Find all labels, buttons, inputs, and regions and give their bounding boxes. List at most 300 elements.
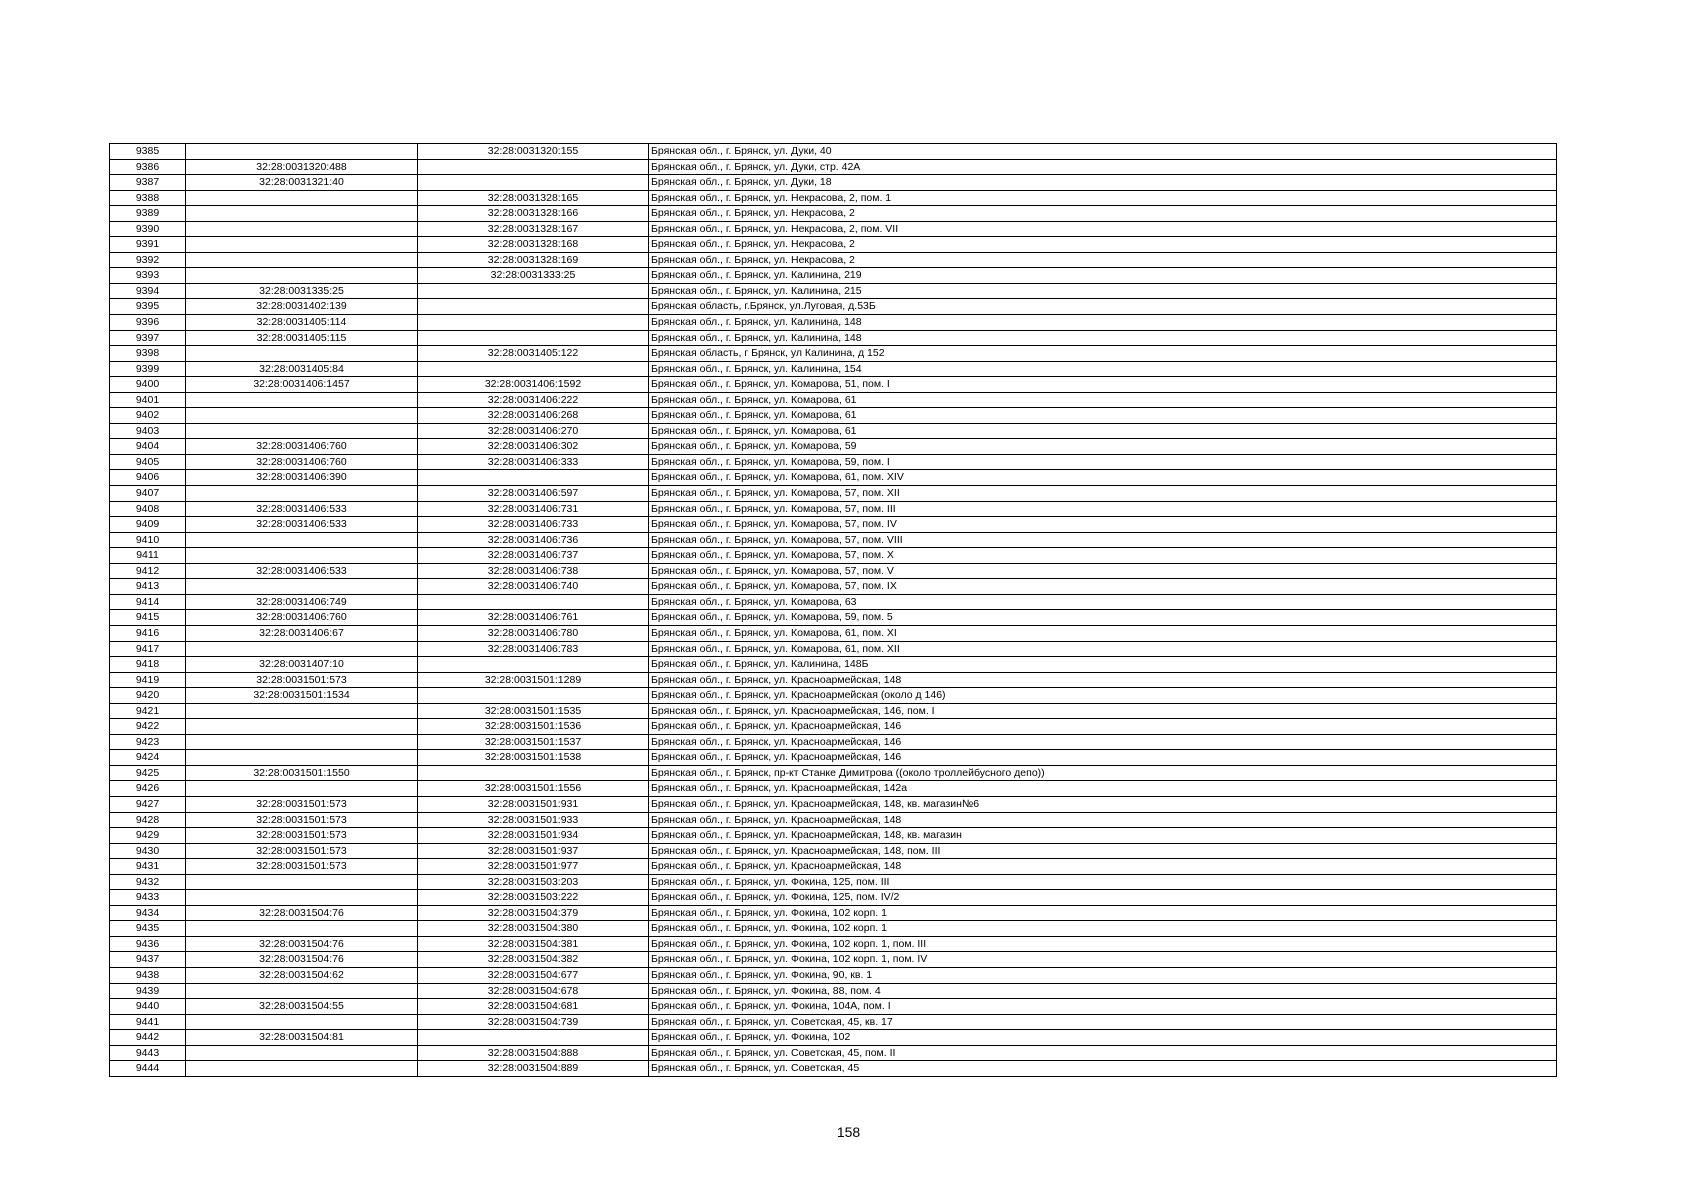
table-row — [110, 283, 1557, 299]
object-cadastral-number-cell: 32:28:0031328:169 — [418, 252, 649, 268]
table-row — [110, 1014, 1557, 1030]
row-number-cell: 9422 — [110, 719, 186, 735]
row-number-cell: 9439 — [110, 983, 186, 999]
object-cadastral-number-cell: 32:28:0031406:761 — [418, 610, 649, 626]
table-row — [110, 890, 1557, 906]
cadastral-number-cell: 32:28:0031406:390 — [186, 470, 418, 486]
object-cadastral-number-cell — [418, 175, 649, 191]
table-row — [110, 439, 1557, 455]
address-cell: Брянская обл., г. Брянск, ул. Советская, 45, кв. 17 — [649, 1014, 1557, 1030]
object-cadastral-number-cell: 32:28:0031406:737 — [418, 548, 649, 564]
cadastral-number-cell — [186, 206, 418, 222]
object-cadastral-number-cell: 32:28:0031501:1537 — [418, 734, 649, 750]
row-number-cell: 9404 — [110, 439, 186, 455]
row-number-cell: 9428 — [110, 812, 186, 828]
object-cadastral-number-cell: 32:28:0031504:379 — [418, 905, 649, 921]
object-cadastral-number-cell: 32:28:0031406:1592 — [418, 377, 649, 393]
row-number-cell: 9399 — [110, 361, 186, 377]
cadastral-number-cell: 32:28:0031501:573 — [186, 843, 418, 859]
object-cadastral-number-cell: 32:28:0031504:889 — [418, 1061, 649, 1077]
table-row — [110, 688, 1557, 704]
row-number-cell: 9401 — [110, 392, 186, 408]
address-cell: Брянская обл., г. Брянск, ул. Фокина, 102 — [649, 1030, 1557, 1046]
cadastral-number-cell — [186, 703, 418, 719]
cadastral-number-cell: 32:28:0031406:67 — [186, 625, 418, 641]
cadastral-number-cell: 32:28:0031406:1457 — [186, 377, 418, 393]
object-cadastral-number-cell: 32:28:0031501:1535 — [418, 703, 649, 719]
row-number-cell: 9387 — [110, 175, 186, 191]
cadastral-number-cell: 32:28:0031405:84 — [186, 361, 418, 377]
cadastral-number-cell: 32:28:0031504:76 — [186, 936, 418, 952]
address-cell: Брянская обл., г. Брянск, ул. Некрасова, 2 — [649, 206, 1557, 222]
cadastral-number-cell — [186, 237, 418, 253]
address-cell: Брянская обл., г. Брянск, ул. Фокина, 102 корп. 1 — [649, 905, 1557, 921]
row-number-cell: 9415 — [110, 610, 186, 626]
cadastral-number-cell — [186, 579, 418, 595]
row-number-cell: 9429 — [110, 828, 186, 844]
object-cadastral-number-cell: 32:28:0031501:1538 — [418, 750, 649, 766]
object-cadastral-number-cell: 32:28:0031328:165 — [418, 190, 649, 206]
object-cadastral-number-cell: 32:28:0031504:681 — [418, 999, 649, 1015]
address-cell: Брянская обл., г. Брянск, ул. Комарова, 61 — [649, 392, 1557, 408]
address-cell: Брянская обл., г. Брянск, ул. Фокина, 125, пом. III — [649, 874, 1557, 890]
object-cadastral-number-cell: 32:28:0031504:380 — [418, 921, 649, 937]
table-row — [110, 781, 1557, 797]
table-row — [110, 517, 1557, 533]
cadastral-number-cell — [186, 1061, 418, 1077]
table-row — [110, 874, 1557, 890]
table-row — [110, 1030, 1557, 1046]
address-cell: Брянская обл., г. Брянск, ул. Комарова, 61, пом. XIV — [649, 470, 1557, 486]
table-row — [110, 299, 1557, 315]
cadastral-number-cell: 32:28:0031407:10 — [186, 657, 418, 673]
page-number: 158 — [836, 1124, 861, 1140]
address-cell: Брянская обл., г. Брянск, ул. Советская, 45 — [649, 1061, 1557, 1077]
object-cadastral-number-cell: 32:28:0031501:937 — [418, 843, 649, 859]
cadastral-number-cell: 32:28:0031406:533 — [186, 563, 418, 579]
address-cell: Брянская обл., г. Брянск, ул. Красноармейская (около д 146) — [649, 688, 1557, 704]
address-cell: Брянская обл., г. Брянск, ул. Комарова, 57, пом. VIII — [649, 532, 1557, 548]
row-number-cell: 9425 — [110, 765, 186, 781]
address-cell: Брянская обл., г. Брянск, ул. Комарова, 57, пом. V — [649, 563, 1557, 579]
address-cell: Брянская область, г.Брянск, ул.Луговая, д.53Б — [649, 299, 1557, 315]
object-cadastral-number-cell: 32:28:0031406:783 — [418, 641, 649, 657]
table-row — [110, 221, 1557, 237]
table-row — [110, 159, 1557, 175]
data-table — [109, 143, 1557, 1077]
row-number-cell: 9411 — [110, 548, 186, 564]
row-number-cell: 9395 — [110, 299, 186, 315]
table-row — [110, 719, 1557, 735]
row-number-cell: 9407 — [110, 486, 186, 502]
row-number-cell: 9398 — [110, 346, 186, 362]
row-number-cell: 9440 — [110, 999, 186, 1015]
address-cell: Брянская обл., г. Брянск, ул. Фокина, 90, кв. 1 — [649, 967, 1557, 983]
row-number-cell: 9389 — [110, 206, 186, 222]
address-cell: Брянская обл., г. Брянск, ул. Фокина, 104А, пом. I — [649, 999, 1557, 1015]
cadastral-number-cell — [186, 641, 418, 657]
cadastral-number-cell — [186, 408, 418, 424]
address-cell: Брянская обл., г. Брянск, ул. Комарова, 57, пом. IV — [649, 517, 1557, 533]
address-cell: Брянская обл., г. Брянск, ул. Красноармейская, 148, пом. III — [649, 843, 1557, 859]
address-cell: Брянская обл., г. Брянск, ул. Дуки, стр. 42А — [649, 159, 1557, 175]
cadastral-number-cell — [186, 486, 418, 502]
address-cell: Брянская обл., г. Брянск, ул. Фокина, 125, пом. IV/2 — [649, 890, 1557, 906]
table-row — [110, 610, 1557, 626]
object-cadastral-number-cell: 32:28:0031406:733 — [418, 517, 649, 533]
row-number-cell: 9444 — [110, 1061, 186, 1077]
object-cadastral-number-cell: 32:28:0031406:736 — [418, 532, 649, 548]
table-row — [110, 548, 1557, 564]
table-row — [110, 1061, 1557, 1077]
cadastral-number-cell — [186, 221, 418, 237]
cadastral-number-cell: 32:28:0031402:139 — [186, 299, 418, 315]
object-cadastral-number-cell: 32:28:0031406:731 — [418, 501, 649, 517]
address-cell: Брянская обл., г. Брянск, ул. Комарова, 57, пом. III — [649, 501, 1557, 517]
object-cadastral-number-cell: 32:28:0031503:203 — [418, 874, 649, 890]
table-row — [110, 190, 1557, 206]
row-number-cell: 9414 — [110, 594, 186, 610]
table-row — [110, 750, 1557, 766]
table-row — [110, 796, 1557, 812]
cadastral-number-cell: 32:28:0031405:114 — [186, 315, 418, 331]
object-cadastral-number-cell — [418, 594, 649, 610]
address-cell: Брянская обл., г. Брянск, ул. Красноармейская, 146 — [649, 750, 1557, 766]
object-cadastral-number-cell: 32:28:0031333:25 — [418, 268, 649, 284]
cadastral-number-cell — [186, 548, 418, 564]
row-number-cell: 9419 — [110, 672, 186, 688]
row-number-cell: 9417 — [110, 641, 186, 657]
cadastral-number-cell — [186, 921, 418, 937]
row-number-cell: 9396 — [110, 315, 186, 331]
object-cadastral-number-cell: 32:28:0031406:302 — [418, 439, 649, 455]
row-number-cell: 9410 — [110, 532, 186, 548]
address-cell: Брянская обл., г. Брянск, ул. Комарова, 59, пом. I — [649, 454, 1557, 470]
cadastral-number-cell — [186, 890, 418, 906]
object-cadastral-number-cell — [418, 361, 649, 377]
row-number-cell: 9400 — [110, 377, 186, 393]
object-cadastral-number-cell: 32:28:0031501:931 — [418, 796, 649, 812]
table-row — [110, 315, 1557, 331]
cadastral-number-cell: 32:28:0031406:749 — [186, 594, 418, 610]
table-row — [110, 252, 1557, 268]
row-number-cell: 9420 — [110, 688, 186, 704]
cadastral-number-cell: 32:28:0031406:533 — [186, 517, 418, 533]
object-cadastral-number-cell: 32:28:0031406:268 — [418, 408, 649, 424]
object-cadastral-number-cell: 32:28:0031406:597 — [418, 486, 649, 502]
cadastral-number-cell: 32:28:0031501:573 — [186, 812, 418, 828]
table-row — [110, 936, 1557, 952]
cadastral-number-cell: 32:28:0031320:488 — [186, 159, 418, 175]
object-cadastral-number-cell: 32:28:0031504:381 — [418, 936, 649, 952]
object-cadastral-number-cell: 32:28:0031501:1556 — [418, 781, 649, 797]
table-row — [110, 843, 1557, 859]
object-cadastral-number-cell — [418, 657, 649, 673]
cadastral-number-cell: 32:28:0031335:25 — [186, 283, 418, 299]
address-cell: Брянская обл., г. Брянск, ул. Комарова, 51, пом. I — [649, 377, 1557, 393]
cadastral-number-cell: 32:28:0031501:573 — [186, 796, 418, 812]
row-number-cell: 9442 — [110, 1030, 186, 1046]
cadastral-number-cell: 32:28:0031405:115 — [186, 330, 418, 346]
address-cell: Брянская обл., г. Брянск, ул. Некрасова, 2, пом. 1 — [649, 190, 1557, 206]
object-cadastral-number-cell — [418, 159, 649, 175]
cadastral-number-cell — [186, 268, 418, 284]
table-row — [110, 672, 1557, 688]
address-cell: Брянская обл., г. Брянск, ул. Красноармейская, 146 — [649, 719, 1557, 735]
table-body — [110, 144, 1557, 1077]
address-cell: Брянская обл., г. Брянск, ул. Некрасова, 2 — [649, 237, 1557, 253]
row-number-cell: 9430 — [110, 843, 186, 859]
cadastral-number-cell: 32:28:0031504:55 — [186, 999, 418, 1015]
row-number-cell: 9409 — [110, 517, 186, 533]
object-cadastral-number-cell: 32:28:0031406:740 — [418, 579, 649, 595]
address-cell: Брянская обл., г. Брянск, ул. Дуки, 40 — [649, 144, 1557, 160]
cadastral-number-cell: 32:28:0031406:533 — [186, 501, 418, 517]
object-cadastral-number-cell: 32:28:0031503:222 — [418, 890, 649, 906]
row-number-cell: 9423 — [110, 734, 186, 750]
address-cell: Брянская обл., г. Брянск, ул. Некрасова, 2 — [649, 252, 1557, 268]
object-cadastral-number-cell: 32:28:0031501:934 — [418, 828, 649, 844]
cadastral-number-cell: 32:28:0031504:81 — [186, 1030, 418, 1046]
cadastral-number-cell: 32:28:0031504:76 — [186, 952, 418, 968]
table-row — [110, 859, 1557, 875]
address-cell: Брянская обл., г. Брянск, ул. Комарова, 61, пом. XII — [649, 641, 1557, 657]
address-cell: Брянская обл., г. Брянск, ул. Фокина, 102 корп. 1, пом. IV — [649, 952, 1557, 968]
cadastral-number-cell — [186, 734, 418, 750]
row-number-cell: 9397 — [110, 330, 186, 346]
row-number-cell: 9434 — [110, 905, 186, 921]
address-cell: Брянская обл., г. Брянск, ул. Комарова, 61 — [649, 423, 1557, 439]
table-row — [110, 594, 1557, 610]
table-row — [110, 470, 1557, 486]
table-row — [110, 1045, 1557, 1061]
table-row — [110, 268, 1557, 284]
row-number-cell: 9441 — [110, 1014, 186, 1030]
table-row — [110, 237, 1557, 253]
row-number-cell: 9424 — [110, 750, 186, 766]
address-cell: Брянская обл., г. Брянск, ул. Комарова, 57, пом. IX — [649, 579, 1557, 595]
object-cadastral-number-cell: 32:28:0031406:222 — [418, 392, 649, 408]
table-row — [110, 967, 1557, 983]
cadastral-number-cell — [186, 874, 418, 890]
object-cadastral-number-cell: 32:28:0031504:382 — [418, 952, 649, 968]
object-cadastral-number-cell: 32:28:0031504:888 — [418, 1045, 649, 1061]
table-row — [110, 206, 1557, 222]
cadastral-number-cell: 32:28:0031501:573 — [186, 672, 418, 688]
object-cadastral-number-cell: 32:28:0031328:168 — [418, 237, 649, 253]
address-cell: Брянская обл., г. Брянск, ул. Комарова, 61, пом. XI — [649, 625, 1557, 641]
table-row — [110, 765, 1557, 781]
cadastral-number-cell — [186, 423, 418, 439]
address-cell: Брянская обл., г. Брянск, пр-кт Станке Димитрова ((около троллейбусного депо)) — [649, 765, 1557, 781]
address-cell: Брянская обл., г. Брянск, ул. Комарова, 61 — [649, 408, 1557, 424]
cadastral-number-cell: 32:28:0031504:62 — [186, 967, 418, 983]
cadastral-number-cell: 32:28:0031504:76 — [186, 905, 418, 921]
row-number-cell: 9385 — [110, 144, 186, 160]
cadastral-number-cell — [186, 392, 418, 408]
cadastral-number-cell — [186, 983, 418, 999]
row-number-cell: 9436 — [110, 936, 186, 952]
row-number-cell: 9435 — [110, 921, 186, 937]
row-number-cell: 9391 — [110, 237, 186, 253]
address-cell: Брянская обл., г. Брянск, ул. Фокина, 102 корп. 1, пом. III — [649, 936, 1557, 952]
object-cadastral-number-cell: 32:28:0031504:677 — [418, 967, 649, 983]
object-cadastral-number-cell: 32:28:0031501:977 — [418, 859, 649, 875]
row-number-cell: 9443 — [110, 1045, 186, 1061]
address-cell: Брянская область, г Брянск, ул Калинина, д 152 — [649, 346, 1557, 362]
table-row — [110, 952, 1557, 968]
row-number-cell: 9402 — [110, 408, 186, 424]
cadastral-number-cell: 32:28:0031406:760 — [186, 439, 418, 455]
cadastral-number-cell: 32:28:0031406:760 — [186, 610, 418, 626]
row-number-cell: 9421 — [110, 703, 186, 719]
address-cell: Брянская обл., г. Брянск, ул. Калинина, 219 — [649, 268, 1557, 284]
address-cell: Брянская обл., г. Брянск, ул. Красноармейская, 148, кв. магазин№6 — [649, 796, 1557, 812]
table-row — [110, 346, 1557, 362]
cadastral-number-cell — [186, 144, 418, 160]
table-row — [110, 408, 1557, 424]
table-row — [110, 486, 1557, 502]
table-row — [110, 657, 1557, 673]
address-cell: Брянская обл., г. Брянск, ул. Красноармейская, 146 — [649, 734, 1557, 750]
table-row — [110, 579, 1557, 595]
table-row — [110, 423, 1557, 439]
table-row — [110, 828, 1557, 844]
object-cadastral-number-cell: 32:28:0031501:1289 — [418, 672, 649, 688]
address-cell: Брянская обл., г. Брянск, ул. Красноармейская, 148, кв. магазин — [649, 828, 1557, 844]
table-row — [110, 734, 1557, 750]
cadastral-number-cell: 32:28:0031501:573 — [186, 859, 418, 875]
address-cell: Брянская обл., г. Брянск, ул. Красноармейская, 148 — [649, 812, 1557, 828]
address-cell: Брянская обл., г. Брянск, ул. Красноармейская, 146, пом. I — [649, 703, 1557, 719]
row-number-cell: 9426 — [110, 781, 186, 797]
table-row — [110, 983, 1557, 999]
object-cadastral-number-cell: 32:28:0031504:678 — [418, 983, 649, 999]
object-cadastral-number-cell: 32:28:0031406:333 — [418, 454, 649, 470]
cadastral-number-cell: 32:28:0031321:40 — [186, 175, 418, 191]
address-cell: Брянская обл., г. Брянск, ул. Комарова, 59, пом. 5 — [649, 610, 1557, 626]
cadastral-number-cell — [186, 781, 418, 797]
row-number-cell: 9412 — [110, 563, 186, 579]
table-row — [110, 377, 1557, 393]
address-cell: Брянская обл., г. Брянск, ул. Комарова, 57, пом. X — [649, 548, 1557, 564]
table-row — [110, 330, 1557, 346]
cadastral-number-cell — [186, 1014, 418, 1030]
cadastral-number-cell: 32:28:0031501:1550 — [186, 765, 418, 781]
row-number-cell: 9432 — [110, 874, 186, 890]
table-row — [110, 532, 1557, 548]
table-row — [110, 501, 1557, 517]
object-cadastral-number-cell — [418, 283, 649, 299]
object-cadastral-number-cell — [418, 299, 649, 315]
table-row — [110, 392, 1557, 408]
row-number-cell: 9386 — [110, 159, 186, 175]
cadastral-number-cell — [186, 750, 418, 766]
address-cell: Брянская обл., г. Брянск, ул. Калинина, 148 — [649, 330, 1557, 346]
object-cadastral-number-cell: 32:28:0031501:933 — [418, 812, 649, 828]
cadastral-number-cell — [186, 532, 418, 548]
table-row — [110, 999, 1557, 1015]
object-cadastral-number-cell: 32:28:0031406:780 — [418, 625, 649, 641]
table-row — [110, 144, 1557, 160]
address-cell: Брянская обл., г. Брянск, ул. Калинина, 148 — [649, 315, 1557, 331]
cadastral-number-cell — [186, 346, 418, 362]
row-number-cell: 9394 — [110, 283, 186, 299]
row-number-cell: 9390 — [110, 221, 186, 237]
row-number-cell: 9433 — [110, 890, 186, 906]
table-row — [110, 703, 1557, 719]
table-row — [110, 641, 1557, 657]
row-number-cell: 9437 — [110, 952, 186, 968]
row-number-cell: 9431 — [110, 859, 186, 875]
object-cadastral-number-cell: 32:28:0031328:167 — [418, 221, 649, 237]
object-cadastral-number-cell — [418, 470, 649, 486]
cadastral-number-cell — [186, 252, 418, 268]
address-cell: Брянская обл., г. Брянск, ул. Комарова, 57, пом. XII — [649, 486, 1557, 502]
object-cadastral-number-cell: 32:28:0031320:155 — [418, 144, 649, 160]
address-cell: Брянская обл., г. Брянск, ул. Калинина, 148Б — [649, 657, 1557, 673]
cadastral-number-cell — [186, 190, 418, 206]
row-number-cell: 9438 — [110, 967, 186, 983]
object-cadastral-number-cell: 32:28:0031328:166 — [418, 206, 649, 222]
object-cadastral-number-cell: 32:28:0031405:122 — [418, 346, 649, 362]
address-cell: Брянская обл., г. Брянск, ул. Дуки, 18 — [649, 175, 1557, 191]
row-number-cell: 9427 — [110, 796, 186, 812]
row-number-cell: 9408 — [110, 501, 186, 517]
object-cadastral-number-cell: 32:28:0031501:1536 — [418, 719, 649, 735]
row-number-cell: 9406 — [110, 470, 186, 486]
object-cadastral-number-cell — [418, 330, 649, 346]
object-cadastral-number-cell — [418, 315, 649, 331]
table-row — [110, 625, 1557, 641]
address-cell: Брянская обл., г. Брянск, ул. Комарова, 63 — [649, 594, 1557, 610]
row-number-cell: 9413 — [110, 579, 186, 595]
address-cell: Брянская обл., г. Брянск, ул. Некрасова, 2, пом. VII — [649, 221, 1557, 237]
table-row — [110, 921, 1557, 937]
cadastral-number-cell — [186, 719, 418, 735]
address-cell: Брянская обл., г. Брянск, ул. Советская, 45, пом. II — [649, 1045, 1557, 1061]
table-row — [110, 812, 1557, 828]
address-cell: Брянская обл., г. Брянск, ул. Красноармейская, 148 — [649, 672, 1557, 688]
table-row — [110, 361, 1557, 377]
row-number-cell: 9388 — [110, 190, 186, 206]
table-row — [110, 175, 1557, 191]
address-cell: Брянская обл., г. Брянск, ул. Красноармейская, 148 — [649, 859, 1557, 875]
object-cadastral-number-cell: 32:28:0031406:270 — [418, 423, 649, 439]
address-cell: Брянская обл., г. Брянск, ул. Фокина, 102 корп. 1 — [649, 921, 1557, 937]
address-cell: Брянская обл., г. Брянск, ул. Фокина, 88, пом. 4 — [649, 983, 1557, 999]
address-cell: Брянская обл., г. Брянск, ул. Комарова, 59 — [649, 439, 1557, 455]
table-row — [110, 563, 1557, 579]
row-number-cell: 9416 — [110, 625, 186, 641]
object-cadastral-number-cell — [418, 688, 649, 704]
address-cell: Брянская обл., г. Брянск, ул. Красноармейская, 142а — [649, 781, 1557, 797]
cadastral-number-cell: 32:28:0031501:573 — [186, 828, 418, 844]
row-number-cell: 9403 — [110, 423, 186, 439]
address-cell: Брянская обл., г. Брянск, ул. Калинина, 215 — [649, 283, 1557, 299]
row-number-cell: 9392 — [110, 252, 186, 268]
row-number-cell: 9393 — [110, 268, 186, 284]
object-cadastral-number-cell — [418, 765, 649, 781]
row-number-cell: 9405 — [110, 454, 186, 470]
table-row — [110, 905, 1557, 921]
object-cadastral-number-cell — [418, 1030, 649, 1046]
object-cadastral-number-cell: 32:28:0031504:739 — [418, 1014, 649, 1030]
address-cell: Брянская обл., г. Брянск, ул. Калинина, 154 — [649, 361, 1557, 377]
cadastral-number-cell: 32:28:0031501:1534 — [186, 688, 418, 704]
table-row — [110, 454, 1557, 470]
cadastral-number-cell: 32:28:0031406:760 — [186, 454, 418, 470]
